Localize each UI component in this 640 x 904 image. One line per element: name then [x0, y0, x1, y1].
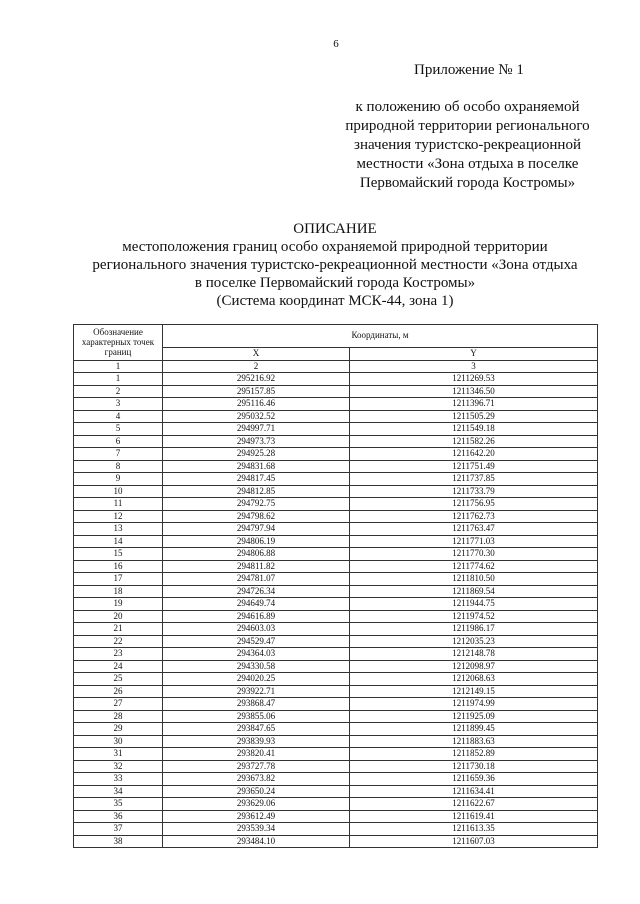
table-row	[74, 560, 598, 573]
table-row	[74, 710, 598, 723]
x-coordinate-cell: 293868.47	[163, 698, 350, 711]
table-row	[74, 798, 598, 811]
point-number-cell: 37	[74, 823, 163, 836]
x-coordinate-cell: 294806.19	[163, 535, 350, 548]
table-row	[74, 660, 598, 673]
x-coordinate-cell: 293484.10	[163, 835, 350, 848]
table-row	[74, 373, 598, 386]
x-coordinate-cell: 293539.34	[163, 823, 350, 836]
point-number-cell: 24	[74, 660, 163, 673]
heading-line: в поселке Первомайский города Костромы»	[194, 275, 476, 291]
y-coordinate-cell: 1211730.18	[350, 760, 598, 773]
x-coordinate-cell: 294616.89	[163, 610, 350, 623]
x-coordinate-cell: 293629.06	[163, 798, 350, 811]
header-y: Y	[350, 348, 598, 361]
y-coordinate-cell: 1211763.47	[350, 523, 598, 536]
point-number-cell: 16	[74, 560, 163, 573]
y-coordinate-cell: 1211396.71	[350, 398, 598, 411]
y-coordinate-cell: 1211771.03	[350, 535, 598, 548]
page-number: 6	[333, 38, 339, 50]
x-coordinate-cell: 294792.75	[163, 498, 350, 511]
coordinates-table	[73, 324, 598, 848]
appendix-subtitle-line: значения туристско-рекреационной	[354, 137, 581, 153]
y-coordinate-cell: 1211774.62	[350, 560, 598, 573]
x-coordinate-cell: 294831.68	[163, 460, 350, 473]
x-coordinate-cell: 293922.71	[163, 685, 350, 698]
table-row	[74, 398, 598, 411]
table-row	[74, 835, 598, 848]
y-coordinate-cell: 1211883.63	[350, 735, 598, 748]
table-row	[74, 498, 598, 511]
header-point-designation: Обозначение характерных точек границ	[74, 325, 163, 361]
y-coordinate-cell: 1211659.36	[350, 773, 598, 786]
x-coordinate-cell: 294798.62	[163, 510, 350, 523]
x-coordinate-cell: 294364.03	[163, 648, 350, 661]
x-coordinate-cell: 293820.41	[163, 748, 350, 761]
table-row	[74, 535, 598, 548]
table-row	[74, 735, 598, 748]
x-coordinate-cell: 294817.45	[163, 473, 350, 486]
point-number-cell: 6	[74, 435, 163, 448]
y-coordinate-cell: 1211622.67	[350, 798, 598, 811]
y-coordinate-cell: 1211269.53	[350, 373, 598, 386]
y-coordinate-cell: 1211613.35	[350, 823, 598, 836]
y-coordinate-cell: 1211974.52	[350, 610, 598, 623]
x-coordinate-cell: 295032.52	[163, 410, 350, 423]
x-coordinate-cell: 293855.06	[163, 710, 350, 723]
y-coordinate-cell: 1211869.54	[350, 585, 598, 598]
point-number-cell: 5	[74, 423, 163, 436]
point-number-cell: 22	[74, 635, 163, 648]
y-coordinate-cell: 1212149.15	[350, 685, 598, 698]
table-row	[74, 410, 598, 423]
y-coordinate-cell: 1211733.79	[350, 485, 598, 498]
point-number-cell: 33	[74, 773, 163, 786]
x-coordinate-cell: 294973.73	[163, 435, 350, 448]
point-number-cell: 11	[74, 498, 163, 511]
point-number-cell: 2	[74, 385, 163, 398]
point-number-cell: 31	[74, 748, 163, 761]
x-coordinate-cell: 294020.25	[163, 673, 350, 686]
table-row	[74, 760, 598, 773]
appendix-subtitle-line: природной территории регионального	[345, 118, 590, 134]
point-number-cell: 1	[74, 373, 163, 386]
x-coordinate-cell: 294997.71	[163, 423, 350, 436]
y-coordinate-cell: 1211899.45	[350, 723, 598, 736]
y-coordinate-cell: 1211346.50	[350, 385, 598, 398]
header-coordinates: Координаты, м	[163, 325, 598, 348]
x-coordinate-cell: 295157.85	[163, 385, 350, 398]
point-number-cell: 23	[74, 648, 163, 661]
x-coordinate-cell: 293612.49	[163, 810, 350, 823]
point-number-cell: 27	[74, 698, 163, 711]
coordinates-table-body	[74, 373, 598, 848]
table-row	[74, 673, 598, 686]
point-number-cell: 8	[74, 460, 163, 473]
table-row	[74, 485, 598, 498]
appendix-subtitle-line: местности «Зона отдыха в поселке	[356, 156, 579, 172]
y-coordinate-cell: 1212098.97	[350, 660, 598, 673]
point-number-cell: 35	[74, 798, 163, 811]
table-row	[74, 648, 598, 661]
appendix-subtitle-line: к положению об особо охраняемой	[355, 99, 580, 115]
table-row	[74, 810, 598, 823]
point-number-cell: 3	[74, 398, 163, 411]
point-number-cell: 38	[74, 835, 163, 848]
x-coordinate-cell: 294330.58	[163, 660, 350, 673]
y-coordinate-cell: 1211770.30	[350, 548, 598, 561]
point-number-cell: 15	[74, 548, 163, 561]
x-coordinate-cell: 294726.34	[163, 585, 350, 598]
table-row	[74, 385, 598, 398]
point-number-cell: 26	[74, 685, 163, 698]
x-coordinate-cell: 293673.82	[163, 773, 350, 786]
y-coordinate-cell: 1211944.75	[350, 598, 598, 611]
y-coordinate-cell: 1211505.29	[350, 410, 598, 423]
point-number-cell: 19	[74, 598, 163, 611]
point-number-cell: 17	[74, 573, 163, 586]
table-row	[74, 460, 598, 473]
y-coordinate-cell: 1211986.17	[350, 623, 598, 636]
x-coordinate-cell: 294781.07	[163, 573, 350, 586]
x-coordinate-cell: 294797.94	[163, 523, 350, 536]
x-coordinate-cell: 294649.74	[163, 598, 350, 611]
point-number-cell: 36	[74, 810, 163, 823]
y-coordinate-cell: 1211607.03	[350, 835, 598, 848]
y-coordinate-cell: 1211582.26	[350, 435, 598, 448]
table-row	[74, 785, 598, 798]
y-coordinate-cell: 1211756.95	[350, 498, 598, 511]
y-coordinate-cell: 1211619.41	[350, 810, 598, 823]
x-coordinate-cell: 294812.85	[163, 485, 350, 498]
x-coordinate-cell: 293847.65	[163, 723, 350, 736]
column-number: 3	[350, 360, 598, 373]
table-row	[74, 623, 598, 636]
table-row	[74, 573, 598, 586]
table-row	[74, 510, 598, 523]
x-coordinate-cell: 294811.82	[163, 560, 350, 573]
table-row	[74, 748, 598, 761]
y-coordinate-cell: 1211549.18	[350, 423, 598, 436]
point-number-cell: 14	[74, 535, 163, 548]
point-number-cell: 9	[74, 473, 163, 486]
y-coordinate-cell: 1211737.85	[350, 473, 598, 486]
table-row	[74, 548, 598, 561]
x-coordinate-cell: 294603.03	[163, 623, 350, 636]
point-number-cell: 25	[74, 673, 163, 686]
table-row	[74, 773, 598, 786]
y-coordinate-cell: 1212068.63	[350, 673, 598, 686]
table-row	[74, 435, 598, 448]
point-number-cell: 4	[74, 410, 163, 423]
y-coordinate-cell: 1212035.23	[350, 635, 598, 648]
y-coordinate-cell: 1211634.41	[350, 785, 598, 798]
x-coordinate-cell: 294925.28	[163, 448, 350, 461]
x-coordinate-cell: 295216.92	[163, 373, 350, 386]
point-number-cell: 29	[74, 723, 163, 736]
x-coordinate-cell: 294806.88	[163, 548, 350, 561]
table-row	[74, 698, 598, 711]
table-row	[74, 635, 598, 648]
y-coordinate-cell: 1211642.20	[350, 448, 598, 461]
x-coordinate-cell: 293650.24	[163, 785, 350, 798]
point-number-cell: 20	[74, 610, 163, 623]
y-coordinate-cell: 1211751.49	[350, 460, 598, 473]
heading-line: регионального значения туристско-рекреационной местности «Зона отдыха	[92, 257, 578, 273]
table-row	[74, 473, 598, 486]
heading-line: (Система координат МСК-44, зона 1)	[216, 293, 454, 309]
table-row	[74, 598, 598, 611]
y-coordinate-cell: 1211925.09	[350, 710, 598, 723]
heading-line: местоположения границ особо охраняемой природной территории	[122, 239, 548, 255]
table-row	[74, 585, 598, 598]
point-number-cell: 18	[74, 585, 163, 598]
point-number-cell: 32	[74, 760, 163, 773]
table-row	[74, 423, 598, 436]
column-number: 1	[74, 360, 163, 373]
table-row	[74, 823, 598, 836]
y-coordinate-cell: 1211762.73	[350, 510, 598, 523]
heading-title: ОПИСАНИЕ	[293, 221, 377, 237]
table-row	[74, 523, 598, 536]
appendix-title: Приложение № 1	[414, 62, 524, 78]
x-coordinate-cell: 293839.93	[163, 735, 350, 748]
point-number-cell: 30	[74, 735, 163, 748]
table-row	[74, 448, 598, 461]
point-number-cell: 28	[74, 710, 163, 723]
x-coordinate-cell: 295116.46	[163, 398, 350, 411]
x-coordinate-cell: 293727.78	[163, 760, 350, 773]
appendix-subtitle-line: Первомайский города Костромы»	[359, 175, 576, 191]
point-number-cell: 12	[74, 510, 163, 523]
y-coordinate-cell: 1212148.78	[350, 648, 598, 661]
point-number-cell: 13	[74, 523, 163, 536]
document-heading	[60, 220, 610, 310]
appendix-subtitle	[330, 98, 605, 193]
table-row	[74, 685, 598, 698]
y-coordinate-cell: 1211974.99	[350, 698, 598, 711]
column-number: 2	[163, 360, 350, 373]
y-coordinate-cell: 1211810.50	[350, 573, 598, 586]
point-number-cell: 7	[74, 448, 163, 461]
y-coordinate-cell: 1211852.89	[350, 748, 598, 761]
table-row	[74, 723, 598, 736]
point-number-cell: 21	[74, 623, 163, 636]
point-number-cell: 34	[74, 785, 163, 798]
table-row	[74, 610, 598, 623]
header-x: X	[163, 348, 350, 361]
x-coordinate-cell: 294529.47	[163, 635, 350, 648]
point-number-cell: 10	[74, 485, 163, 498]
